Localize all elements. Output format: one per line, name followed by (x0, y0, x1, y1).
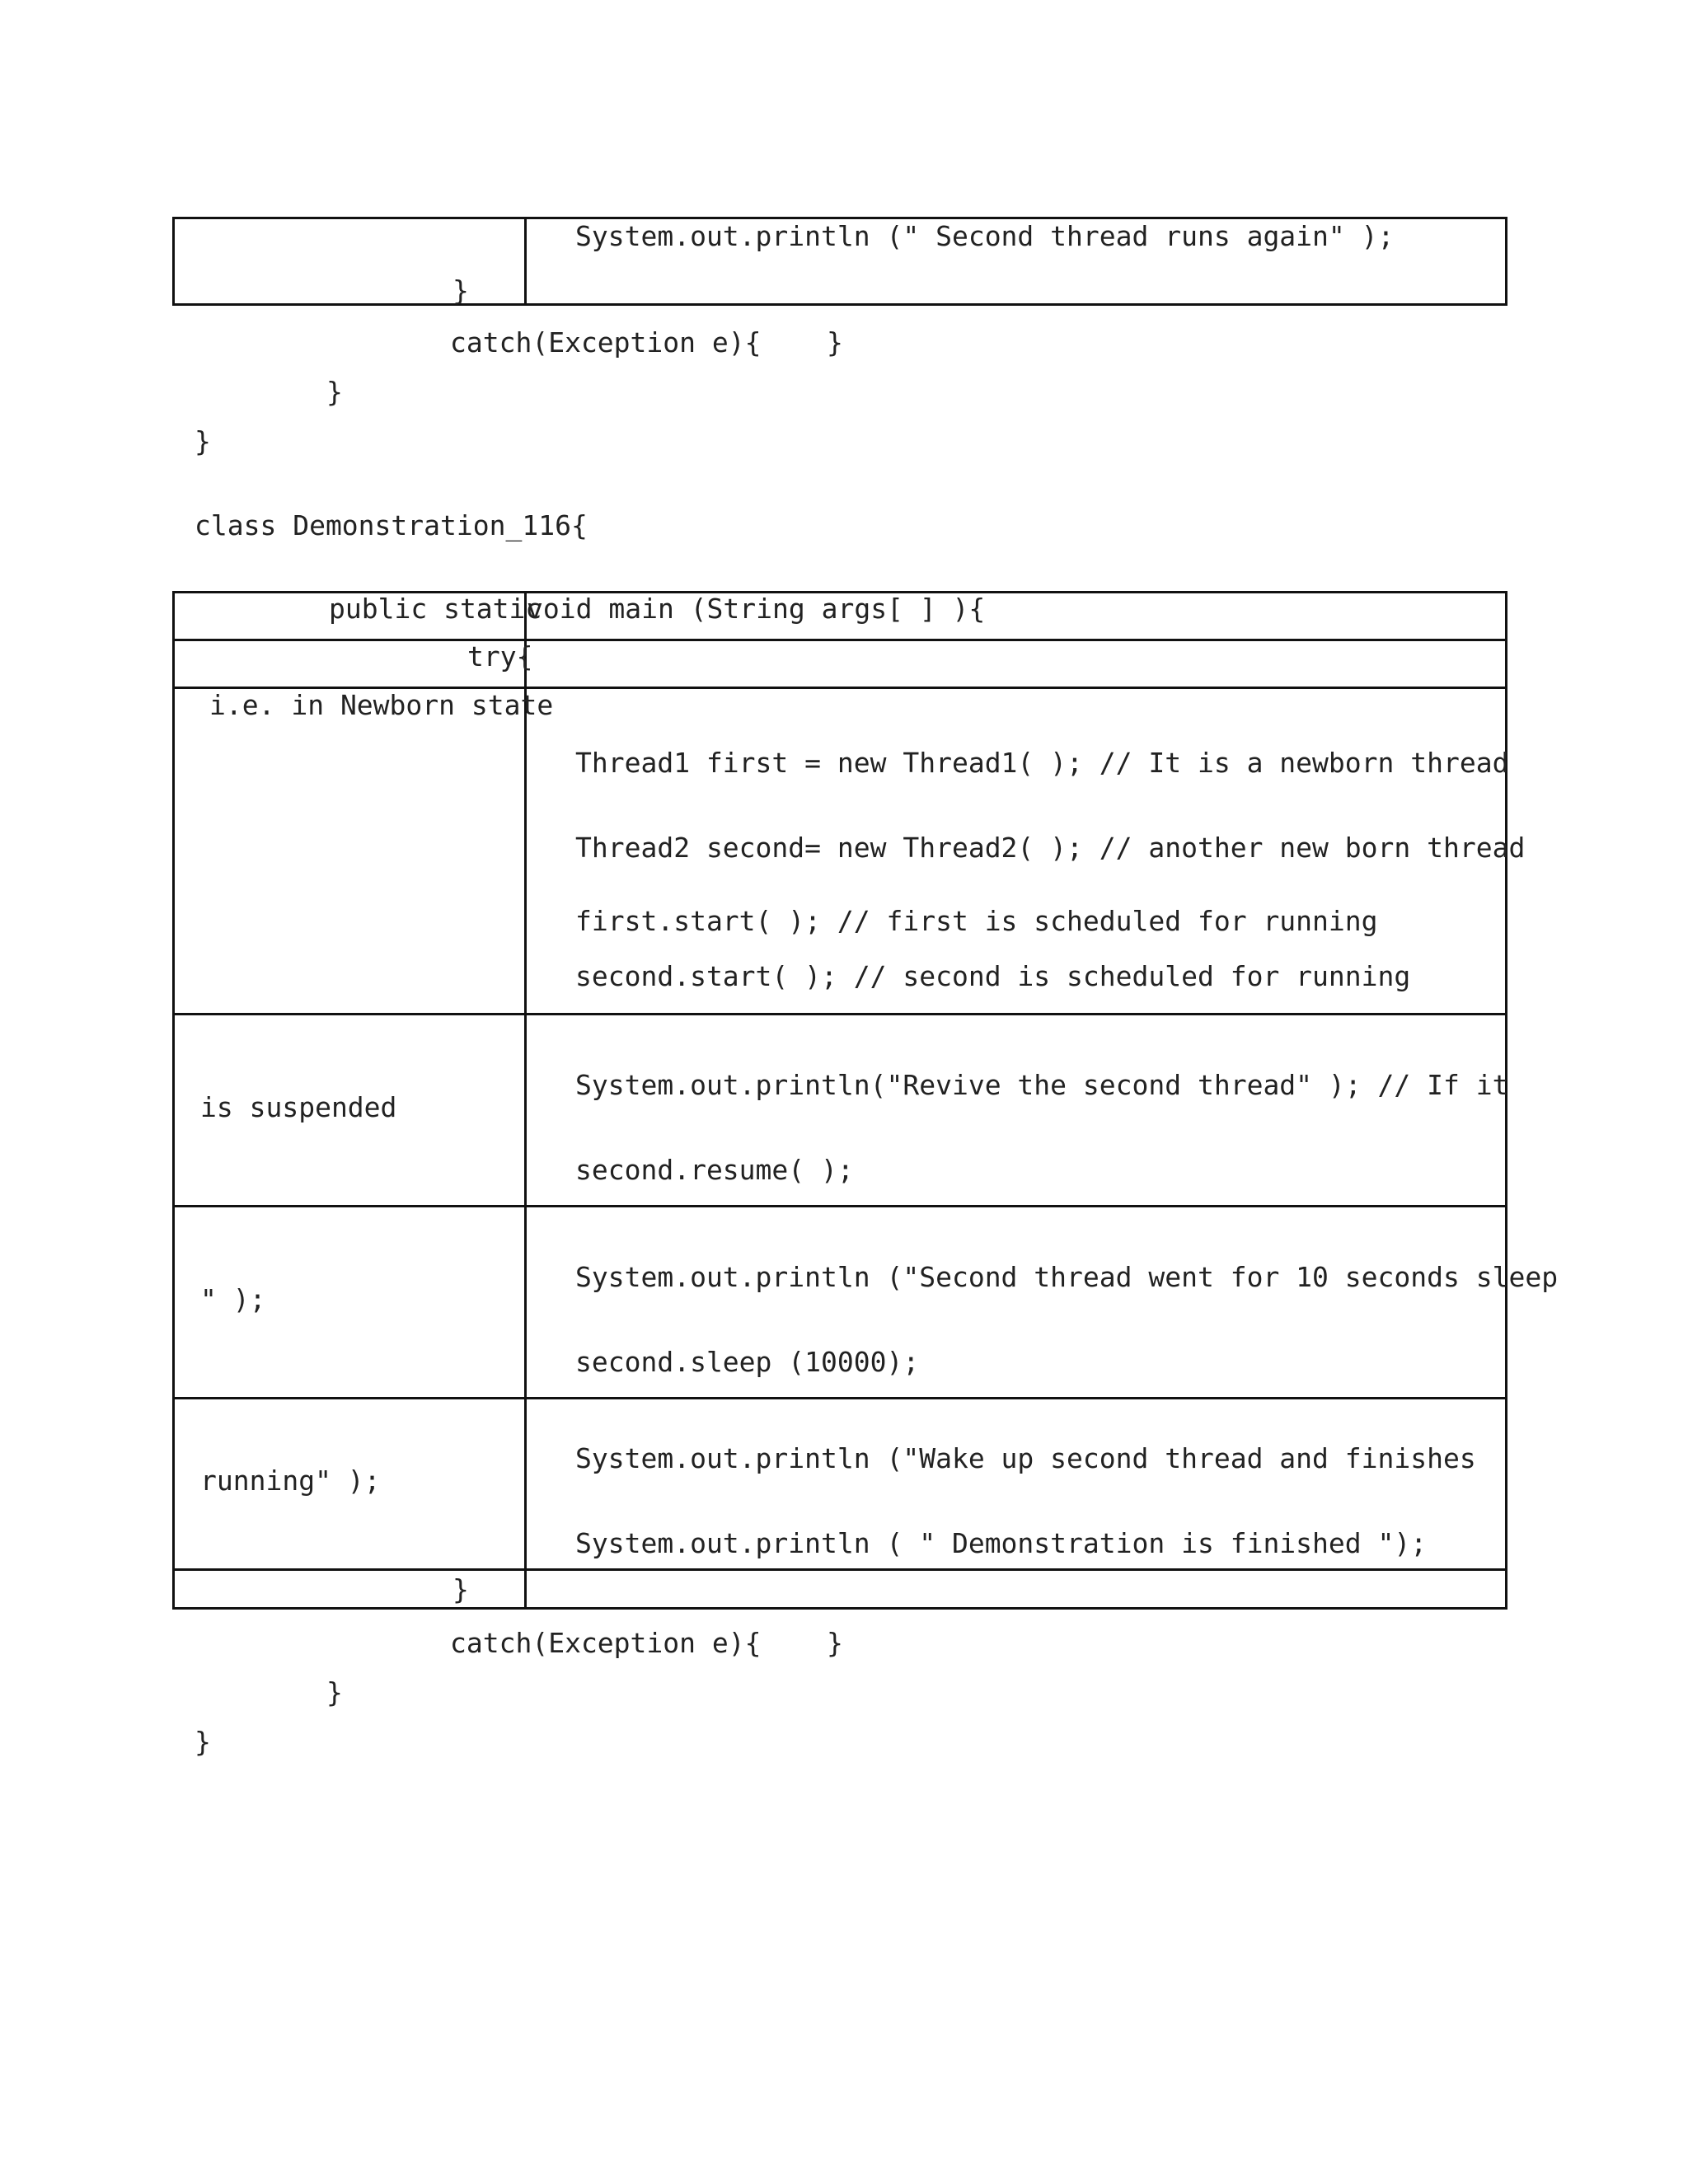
code-line-left: running" ); (200, 1465, 381, 1497)
table-2-column-divider (524, 591, 527, 1610)
code-line-right: void main (String args[ ] ){ (527, 593, 986, 625)
code-line-brace: } (452, 274, 469, 307)
code-line-left: try{ (467, 640, 533, 673)
code-line-brace: } (452, 1573, 469, 1605)
code-line-right: second.resume( ); (575, 1154, 854, 1186)
closing-brace-class: } (195, 1726, 211, 1758)
closing-brace-method: } (326, 376, 343, 408)
class-declaration: class Demonstration_116{ (195, 509, 588, 541)
code-line-right: second.start( ); // second is scheduled for running (575, 960, 1411, 992)
code-line-left: " ); (200, 1283, 266, 1315)
code-line-right: System.out.println ("Second thread went for 10 seconds sleep (575, 1261, 1559, 1293)
code-line-left: public static (329, 593, 542, 625)
code-line: System.out.println (" Second thread runs again" ); (575, 220, 1395, 252)
catch-line: catch(Exception e){ } (450, 1627, 843, 1659)
code-line-right: System.out.println ( " Demonstration is finished "); (575, 1527, 1428, 1559)
code-line-right: System.out.println("Revive the second thread" ); // If it (575, 1069, 1509, 1101)
row-divider (172, 1013, 1507, 1015)
code-line-right: Thread2 second= new Thread2( ); // another new born thread (575, 832, 1526, 864)
code-line-left: i.e. in Newborn state (209, 689, 554, 721)
row-divider (172, 1205, 1507, 1207)
code-line-right: System.out.println ("Wake up second thread and finishes (575, 1442, 1476, 1474)
code-line-right: second.sleep (10000); (575, 1346, 920, 1378)
code-line-left: is suspended (200, 1091, 397, 1123)
closing-brace-class: } (195, 425, 211, 457)
table-1-column-divider (524, 217, 527, 306)
row-divider (172, 1568, 1507, 1571)
code-line-right: Thread1 first = new Thread1( ); // It is a newborn thread (575, 747, 1509, 779)
code-line-right: first.start( ); // first is scheduled for running (575, 905, 1378, 937)
row-divider (172, 639, 1507, 641)
row-divider (172, 1397, 1507, 1399)
closing-brace-method: } (326, 1676, 343, 1708)
catch-line: catch(Exception e){ } (450, 326, 843, 359)
